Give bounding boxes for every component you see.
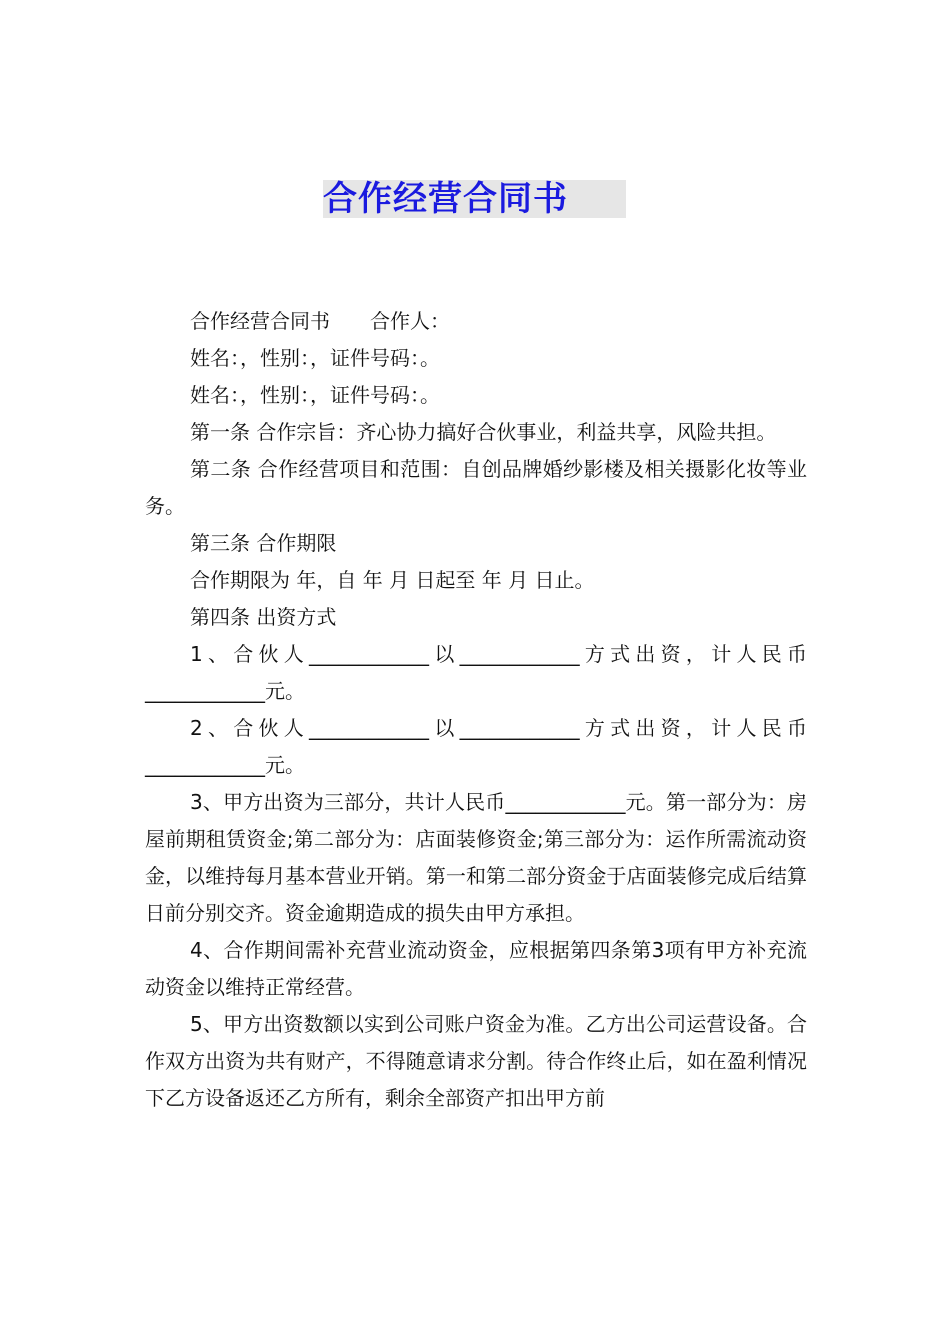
paragraph-intro: 合作经营合同书 合作人： [190,309,450,333]
title-highlight [323,180,626,218]
paragraph-party-b: 姓名：，性别：，证件号码：。 [190,383,440,407]
paragraph-article-1: 第一条 合作宗旨：齐心协力搞好合伙事业，利益共享，风险共担。 [190,420,777,444]
paragraph-item-1: 1、合伙人____________以____________方式出资，计人民币____________元。 [145,642,807,703]
paragraph-term: 合作期限为 年，自 年 月 日起至 年 月 日止。 [190,568,595,592]
paragraph-item-4: 4、合作期间需补充营业流动资金，应根据第四条第3项有甲方补充流动资金以维持正常经营。 [145,938,807,999]
paragraph-party-a: 姓名：，性别：，证件号码：。 [190,346,440,370]
paragraph-article-4: 第四条 出资方式 [190,605,337,629]
document-body [145,303,807,1117]
paragraph-article-3: 第三条 合作期限 [190,531,337,555]
paragraph-item-2: 2、合伙人____________以____________方式出资，计人民币____________元。 [145,716,807,777]
document-title: 合作经营合同书 [323,179,568,219]
paragraph-article-2: 第二条 合作经营项目和范围：自创品牌婚纱影楼及相关摄影化妆等业务。 [145,457,807,518]
paragraph-item-3: 3、甲方出资为三部分，共计人民币____________元。第一部分为：房屋前期租赁资金;第二部分为：店面装修资金;第三部分为：运作所需流动资金，以维持每月基本营业开销。第一和第二部分资金于店面装修完成后结算日前分别交齐。资金逾期造成的损失由甲方承担。 [145,790,807,925]
paragraph-item-5: 5、甲方出资数额以实到公司账户资金为准。乙方出公司运营设备。合作双方出资为共有财产，不得随意请求分割。待合作终止后，如在盈利情况下乙方设备返还乙方所有，剩余全部资产扣出甲方前 [145,1012,807,1110]
